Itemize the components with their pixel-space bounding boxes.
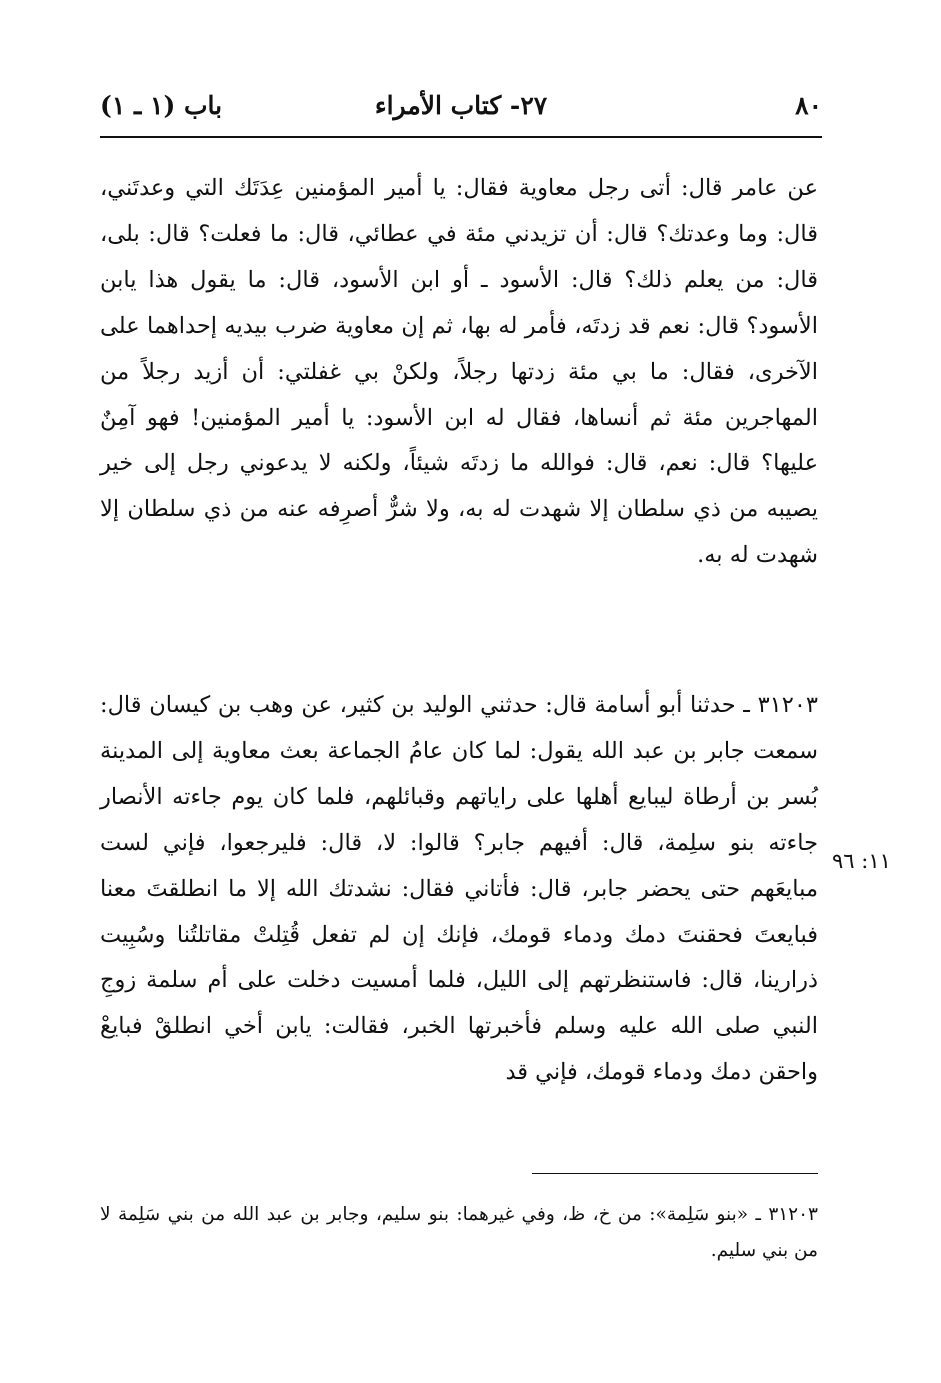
- footnote-divider: [532, 1173, 818, 1174]
- page-number: ٨٠: [795, 91, 822, 120]
- chapter-label: باب (١ ـ ١): [100, 91, 223, 120]
- page-header: [100, 86, 822, 130]
- header-divider: [100, 136, 822, 138]
- hadith-paragraph-1: عن عامر قال: أتى رجل معاوية فقال: يا أمير المؤمنين عِدَتَك التي وعدتَني، قال: وما وعدتك؟ قال: أن تزيدني مئة في عطائي، قال: ما فعلت؟ قال: بلى، قال: من يعلم ذلك؟ قال: الأسود ـ أو ابن الأسود، قال: ما يقول هذا يابن الأسود؟ قال: نعم قد زدتَه، فأمر له بها، ثم إن معاوية ضرب بيديه إحداهما على الآخرى، فقال: ما بي مئة زدتها رجلاً، ولكنْ بي غفلتي: أن أزيد رجلاً من المهاجرين مئة ثم أنساها، فقال له ابن الأسود: يا أمير المؤمنين! فهو آمِنٌ عليها؟ قال: نعم، قال: فوالله ما زدتَه شيئاً، ولكنه لا يدعوني رجل إلى خير يصيبه من ذي سلطان إلا شهدت له به، ولا شرٌّ أصرِفه عنه من ذي سلطان إلا شهدت له به.: [100, 175, 818, 569]
- hadith-paragraph-2: ٣١٢٠٣ ـ حدثنا أبو أسامة قال: حدثني الوليد بن كثير، عن وهب بن كيسان قال: سمعت جابر بن عبد الله يقول: لما كان عامُ الجماعة بعث معاوية إلى المدينة بُسر بن أرطاة ليبايع أهلها على راياتهم وقبائلهم، فلما كان يوم جاءته الأنصار جاءته بنو سلِمة، قال: أفيهم جابر؟ قالوا: لا، قال: فليرجعوا، فإني لست مبايعَهم حتى يحضر جابر، قال: فأتاني فقال: نشدتك الله إلا ما انطلقتَ معنا فبايعتَ فحقنتَ دمك ودماء قومك، فإنك إن لم تفعل قُتِلتْ مقاتلتُنا وسُبِيت ذرارينا، قال: فاستنظرتهم إلى الليل، فلما أمسيت دخلت على أم سلمة زوجِ النبي صلى الله عليه وسلم فأخبرتها الخبر، فقالت: يابن أخي انطلقْ فبايعْ واحقن دمك ودماء قومك، فإني قد: [100, 692, 818, 1086]
- margin-reference: ١١: ٩٦: [832, 849, 891, 873]
- footnote: ٣١٢٠٣ ـ «بنو سَلِمة»: من خ، ظ، وفي غيرهما: بنو سليم، وجابر بن عبد الله من بني سَلِمة لا من بني سليم.: [100, 1204, 818, 1261]
- book-title: ٢٧- كتاب الأمراء: [374, 91, 548, 120]
